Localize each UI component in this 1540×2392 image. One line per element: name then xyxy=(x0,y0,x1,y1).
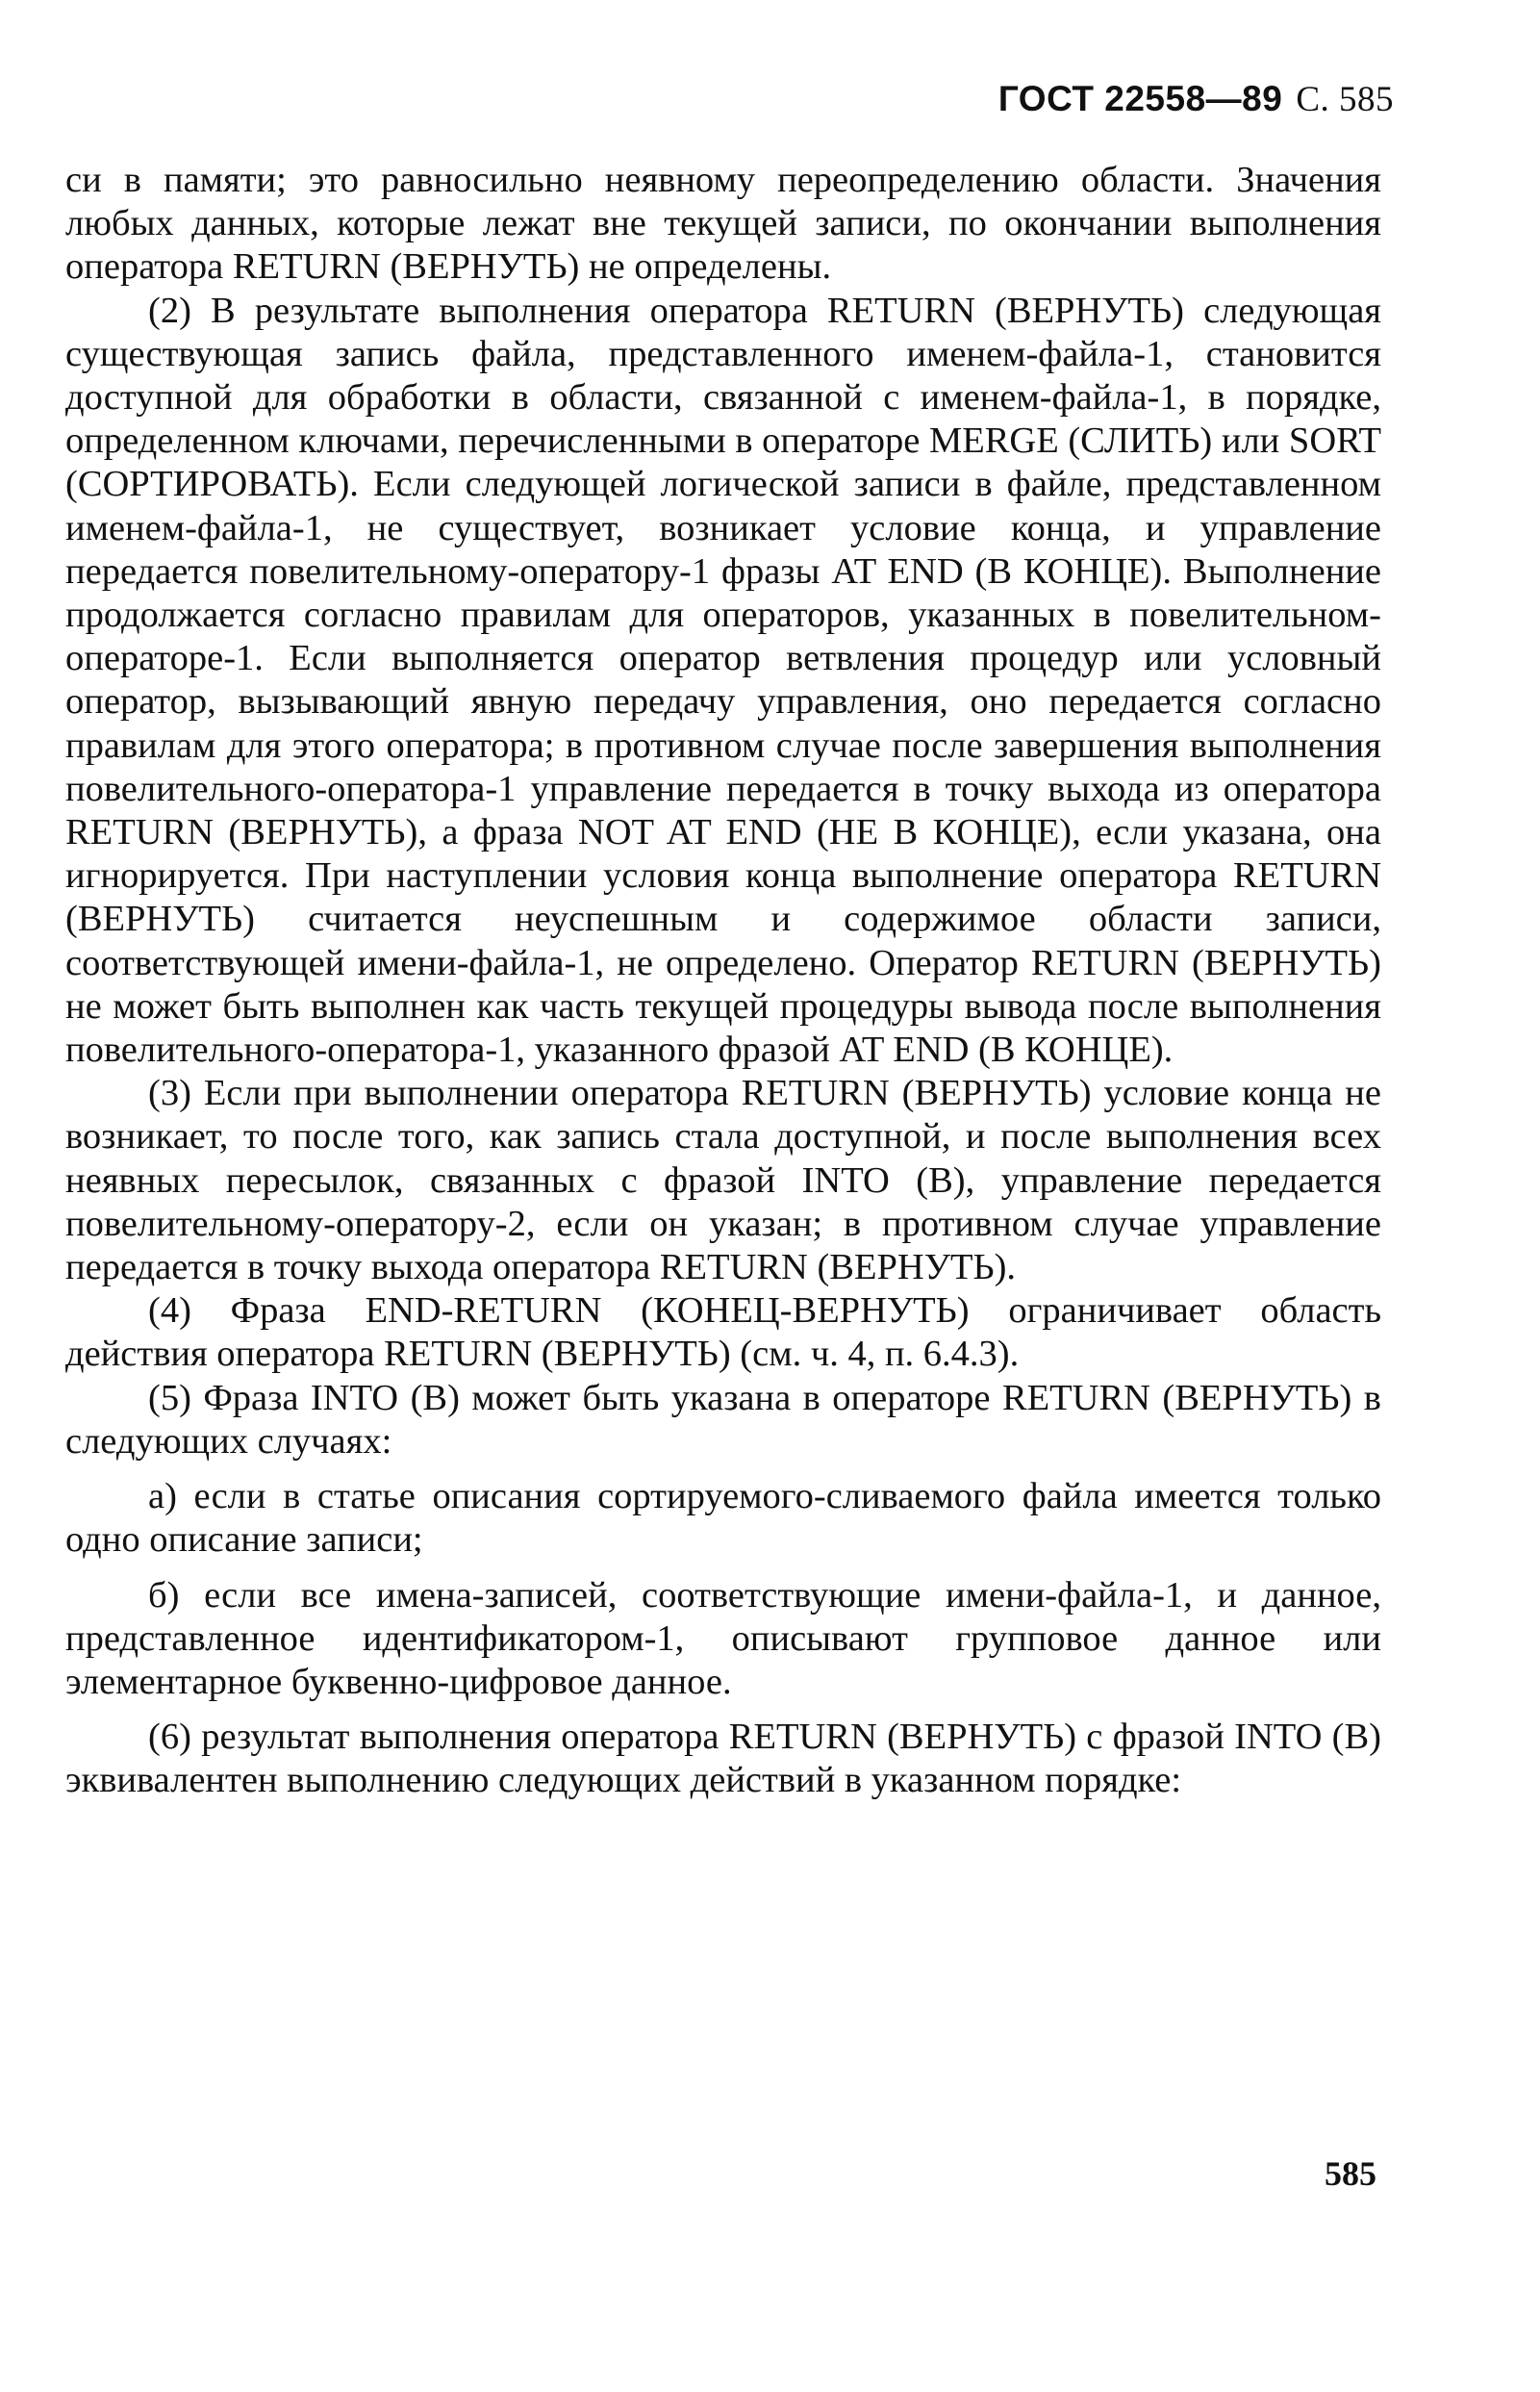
page-number: 585 xyxy=(1325,2154,1376,2193)
paragraph-item-2: (2) В результате выполнения оператора RETURN (ВЕРНУТЬ) следующая существующая запись файла, представленного именем-файла-1, становится доступной для обработки в области, связанной с именем-файла-1, в порядке, определенном ключами, перечисленными в операторе MERGE (СЛИТЬ) или SORT (СОРТИРОВАТЬ). Если следующей логической записи в файле, представленном именем-файла-1, не существует, возникает условие конца, и управление передается повелительному-оператору-1 фразы AT END (В КОНЦЕ). Выполнение продолжается согласно правилам для операторов, указанных в повелительном-операторе-1. Если выполняется оператор ветвления процедур или условный оператор, вызывающий явную передачу управления, оно передается согласно правилам для этого оператора; в противном случае после завершения выполнения повелительного-оператора-1 управление передается в точку выхода из оператора RETURN (ВЕРНУТЬ), а фраза NOT AT END (НЕ В КОНЦЕ), если указана, она игнорируется. При наступлении условия конца выполнение оператора RETURN (ВЕРНУТЬ) считается неуспешным и содержимое области записи, соответствующей имени-файла-1, не определено. Оператор RETURN (ВЕРНУТЬ) не может быть выполнен как часть текущей процедуры вывода после выполнения повелительного-оператора-1, указанного фразой AT END (В КОНЦЕ). xyxy=(65,290,1382,1071)
paragraph-item-3: (3) Если при выполнении оператора RETURN (ВЕРНУТЬ) условие конца не возникает, то после того, как запись стала доступной, и после выполнения всех неявных пересылок, связанных с фразой INTO (В), управление передается повелительному-оператору-2, если он указан; в противном случае управление передается в точку выхода оператора RETURN (ВЕРНУТЬ). xyxy=(65,1073,1381,1288)
paragraph-continuation: си в памяти; это равносильно неявному переопределению области. Значения любых данных, которые лежат вне текущей записи, по окончании выполнения оператора RETURN (ВЕРНУТЬ) не определены. xyxy=(65,160,1381,288)
paragraph-item-5: (5) Фраза INTO (В) может быть указана в операторе RETURN (ВЕРНУТЬ) в следующих случаях: xyxy=(65,1377,1381,1462)
paragraph-item-4: (4) Фраза END-RETURN (КОНЕЦ-ВЕРНУТЬ) ограничивает область действия оператора RETURN (ВЕРНУТЬ) (см. ч. 4, п. 6.4.3). xyxy=(65,1290,1381,1375)
paragraph-subitem-b: б) если все имена-записей, соответствующие имени-файла-1, и данное, представленное идентификатором-1, описывают групповое данное или элементарное буквенно-цифровое данное. xyxy=(65,1574,1381,1702)
running-header xyxy=(998,79,1394,120)
body-text xyxy=(65,159,1381,1803)
paragraph-item-6: (6) результат выполнения оператора RETURN (ВЕРНУТЬ) с фразой INTO (В) эквивалентен выполнению следующих действий в указанном порядке: xyxy=(65,1717,1381,1801)
standard-code: ГОСТ 22558—89 xyxy=(997,79,1283,118)
paragraph-subitem-a: а) если в статье описания сортируемого-сливаемого файла имеется только одно описание записи; xyxy=(65,1476,1381,1561)
header-page-label: С. 585 xyxy=(1296,80,1394,119)
